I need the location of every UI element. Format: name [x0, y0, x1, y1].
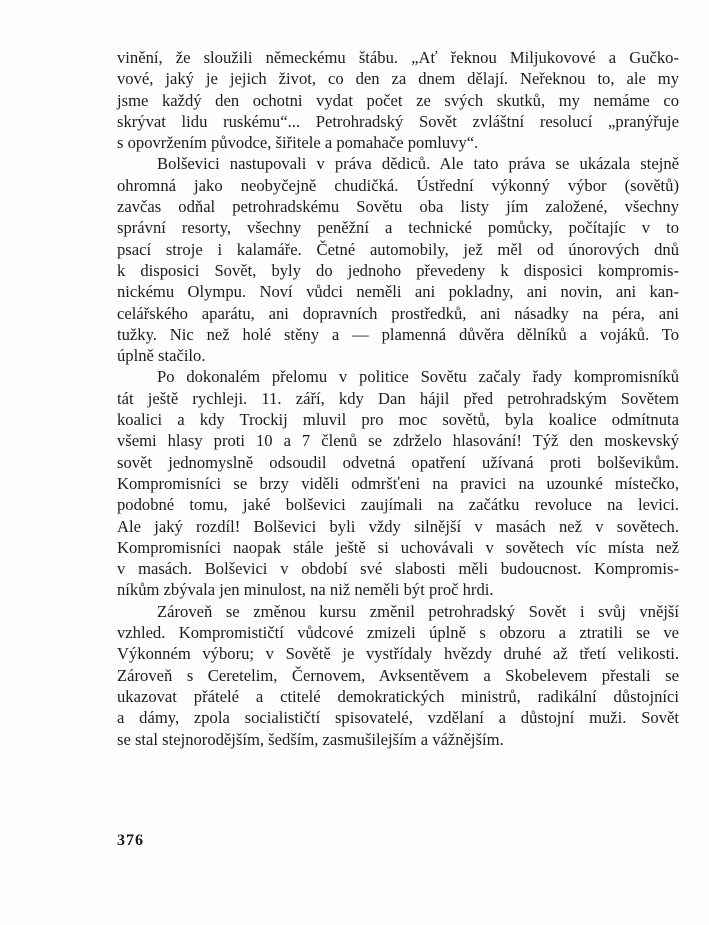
text-line: ohromná jako neobyčejně chudičká. Ústřední výkonný výbor (sovětů)	[117, 175, 679, 195]
text-line: Bolševici nastupovali v práva dědiců. Ale tato práva se ukázala stejně	[157, 154, 679, 174]
text-line: tát ještě rychleji. 11. září, kdy Dan hájil před petrohradským Sovětem	[117, 388, 679, 408]
text-line: Po dokonalém přelomu v politice Sovětu začaly řady kompromisníků	[157, 367, 679, 387]
text-line: Kompromisníci se brzy viděli odmršťeni na pravici na uzounké místečko,	[117, 473, 679, 493]
text-line: Ale jaký rozdíl! Bolševici byli vždy silnější v masách než v sovětech.	[117, 516, 679, 536]
page-number: 376	[117, 832, 144, 849]
text-line: jsme každý den ochotni vydat počet ze svých skutků, my nemáme co	[117, 90, 679, 110]
text-line: vové, jaký je jejich život, co den za dnem dělají. Neřeknou to, ale my	[117, 69, 679, 89]
text-line: v masách. Bolševici v období své slabosti měli budoucnost. Kompromis-	[117, 559, 679, 579]
text-line: koalici a kdy Trockij mluvil pro moc sovětů, byla koalice odmítnuta	[117, 410, 679, 430]
text-line: Kompromisníci naopak stále ještě si uchovávali v sovětech víc místa než	[117, 537, 679, 557]
body-text	[117, 47, 679, 750]
text-line: psací stroje i kalamáře. Četné automobily, jež měl od únorových dnů	[117, 239, 679, 259]
text-line: zavčas odňal petrohradskému Sovětu oba listy jím založené, všechny	[117, 197, 679, 217]
text-line: ukazovat přátelé a ctitelé demokratických ministrů, radikální důstojníci	[117, 686, 679, 706]
text-line: Zároveň s Ceretelim, Černovem, Avksentěvem a Skobelevem přestali se	[117, 665, 679, 685]
text-line: s opovržením původce, šiřitele a pomahače pomluvy“.	[117, 133, 479, 153]
text-line: níkům zbývala jen minulost, na niž neměli být proč hrdi.	[117, 580, 494, 600]
text-line: nickému Olympu. Noví vůdci neměli ani pokladny, ani novin, ani kan-	[117, 282, 679, 302]
text-line: tužky. Nic než holé stěny a — plamenná důvěra dělníků a vojáků. To	[117, 324, 679, 344]
text-line: Zároveň se změnou kursu změnil petrohradský Sovět i svůj vnější	[157, 601, 679, 621]
text-line: podobné tomu, jaké bolševici zaujímali na začátku revoluce na levici.	[117, 495, 679, 515]
text-line: všemi hlasy proti 10 a 7 členů se zdrželo hlasování! Týž den moskevský	[117, 431, 679, 451]
text-line: úplně stačilo.	[117, 346, 206, 366]
text-line: skrývat lidu ruskému“... Petrohradský Sovět zvláštní resolucí „pranýřuje	[117, 111, 679, 131]
text-line: a dámy, zpola socialističtí spisovatelé, vzdělaní a důstojní muži. Sovět	[117, 708, 679, 728]
paragraph	[117, 153, 679, 366]
paragraph	[117, 366, 679, 600]
paragraph	[117, 47, 679, 153]
text-line: vzhled. Kompromističtí vůdcové zmizeli úplně s obzoru a ztratili se ve	[117, 623, 679, 643]
paragraph	[117, 601, 679, 750]
text-line: Výkonném výboru; v Sovětě je vystřídaly hvězdy druhé až třetí velikosti.	[117, 644, 679, 664]
text-line: správní resorty, všechny peněžní a technické pomůcky, počítajíc v to	[117, 218, 679, 238]
text-line: sovět jednomyslně odsoudil odvetná opatření užívaná proti bolševikům.	[117, 452, 679, 472]
text-line: vinění, že sloužili německému štábu. „Ať řeknou Miljukovové a Gučko-	[117, 48, 679, 67]
text-line: se stal stejnorodějším, šedším, zasmušilejším a vážnějším.	[117, 729, 504, 749]
text-line: celářského aparátu, ani dopravních prostředků, ani násadky na péra, ani	[117, 303, 679, 323]
text-line: k disposici Sovět, byly do jednoho převedeny k disposici kompromis-	[117, 260, 679, 280]
